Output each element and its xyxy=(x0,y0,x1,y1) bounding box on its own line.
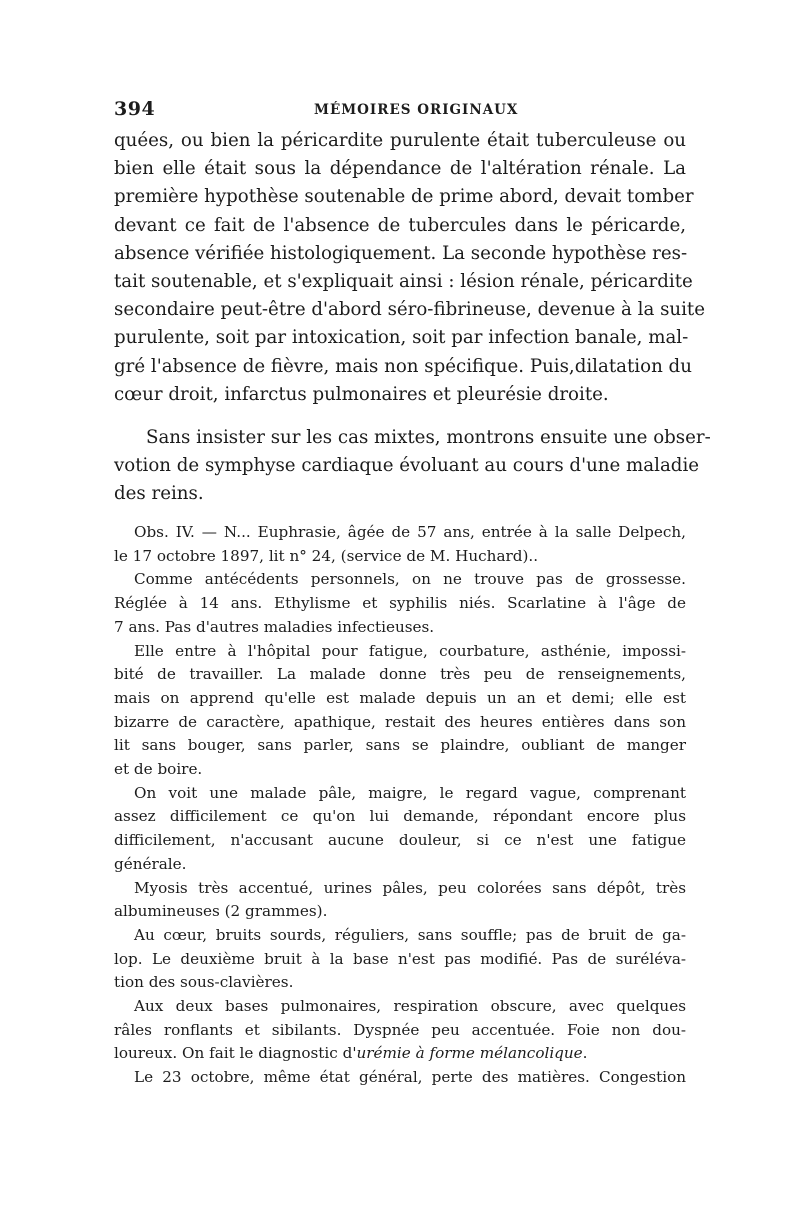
antecedents-paragraph xyxy=(114,568,686,639)
text-line: Aux deux bases pulmonaires, respiration obscure, avec quelques xyxy=(134,997,686,1016)
text-fragment: loureux. On fait le diagnostic d' xyxy=(114,1044,357,1063)
text-line: absence vérifiée histologiquement. La seconde hypothèse res- xyxy=(114,242,688,264)
text-line: Elle entre à l'hôpital pour fatigue, courbature, asthénie, impossi- xyxy=(134,641,686,660)
text-fragment: . xyxy=(582,1044,588,1063)
text-line: gré l'absence de fièvre, mais non spécifique. Puis,dilatation du xyxy=(114,355,692,377)
heart-paragraph xyxy=(114,924,686,995)
october-23-paragraph xyxy=(114,1066,686,1090)
text-line: devant ce fait de l'absence de tubercules dans le péricarde, xyxy=(114,214,686,236)
text-line: Obs. IV. — N... Euphrasie, âgée de 57 ans, entrée à la salle Delpech, xyxy=(134,523,686,541)
text-line: générale. xyxy=(114,854,187,873)
text-line: bité de travailler. La malade donne très peu de renseignements, xyxy=(114,665,686,684)
text-line: Réglée à 14 ans. Ethylisme et syphilis niés. Scarlatine à l'âge de xyxy=(114,594,686,613)
text-line: Myosis très accentué, urines pâles, peu colorées sans dépôt, très xyxy=(134,878,686,897)
text-line: mais on apprend qu'elle est malade depuis un an et demi; elle est xyxy=(114,688,686,707)
text-line: votion de symphyse cardiaque évoluant au cours d'une maladie xyxy=(114,455,700,477)
exam-paragraph xyxy=(114,782,686,877)
text-line: lit sans bouger, sans parler, sans se plaindre, oubliant de manger xyxy=(114,736,686,755)
text-line: tait soutenable, et s'expliquait ainsi : lésion rénale, péricardite xyxy=(114,271,693,293)
paragraph-continuation xyxy=(114,127,706,409)
text-line: 7 ans. Pas d'autres maladies infectieuses. xyxy=(114,617,435,636)
text-line: On voit une malade pâle, maigre, le regard vague, comprenant xyxy=(134,783,686,802)
text-line: quées, ou bien la péricardite purulente était tuberculeuse ou xyxy=(114,130,686,151)
text-line: Au cœur, bruits sourds, réguliers, sans souffle; pas de bruit de ga- xyxy=(134,925,686,944)
text-line: et de boire. xyxy=(114,760,203,779)
text-line: bien elle était sous la dépendance de l'altération rénale. La xyxy=(114,158,686,180)
entry-paragraph xyxy=(114,640,686,782)
text-line xyxy=(114,1042,686,1066)
text-line: Sans insister sur les cas mixtes, montrons ensuite une obser- xyxy=(146,427,711,448)
text-line: secondaire peut-être d'abord séro-fibrineuse, devenue à la suite xyxy=(114,299,706,321)
text-line: première hypothèse soutenable de prime abord, devait tomber xyxy=(114,186,694,208)
text-line: des reins. xyxy=(114,483,204,505)
text-line: cœur droit, infarctus pulmonaires et pleurésie droite. xyxy=(114,383,609,405)
text-line: difficilement, n'accusant aucune douleur, si ce n'est une fatigue xyxy=(114,831,686,850)
text-line: bizarre de caractère, apathique, restait des heures entières dans son xyxy=(114,712,686,731)
lungs-paragraph xyxy=(114,995,686,1066)
page-number: 394 xyxy=(114,98,156,120)
text-line: râles ronflants et sibilants. Dyspnée peu accentuée. Foie non dou- xyxy=(114,1020,686,1039)
myosis-paragraph xyxy=(114,877,686,924)
observation-heading-paragraph xyxy=(114,521,686,568)
text-line: purulente, soit par intoxication, soit par infection banale, mal- xyxy=(114,327,689,349)
page-header xyxy=(114,98,686,124)
observation-iv xyxy=(114,521,686,1090)
text-line: Comme antécédents personnels, on ne trouve pas de grossesse. xyxy=(134,570,686,589)
running-head: MÉMOIRES ORIGINAUX xyxy=(314,102,519,118)
text-line: tion des sous-clavières. xyxy=(114,973,294,992)
paragraph-intro-observation xyxy=(114,424,711,509)
text-line: assez difficilement ce qu'on lui demande, répondant encore plus xyxy=(114,807,686,826)
text-line: lop. Le deuxième bruit à la base n'est pas modifié. Pas de suréléva- xyxy=(114,949,686,968)
text-line: albumineuses (2 grammes). xyxy=(114,902,328,921)
text-line: le 17 octobre 1897, lit n° 24, (service de M. Huchard).. xyxy=(114,546,539,565)
text-line: Le 23 octobre, même état général, perte des matières. Congestion xyxy=(134,1068,686,1087)
diagnosis-italic: urémie à forme mélancolique xyxy=(356,1044,583,1063)
